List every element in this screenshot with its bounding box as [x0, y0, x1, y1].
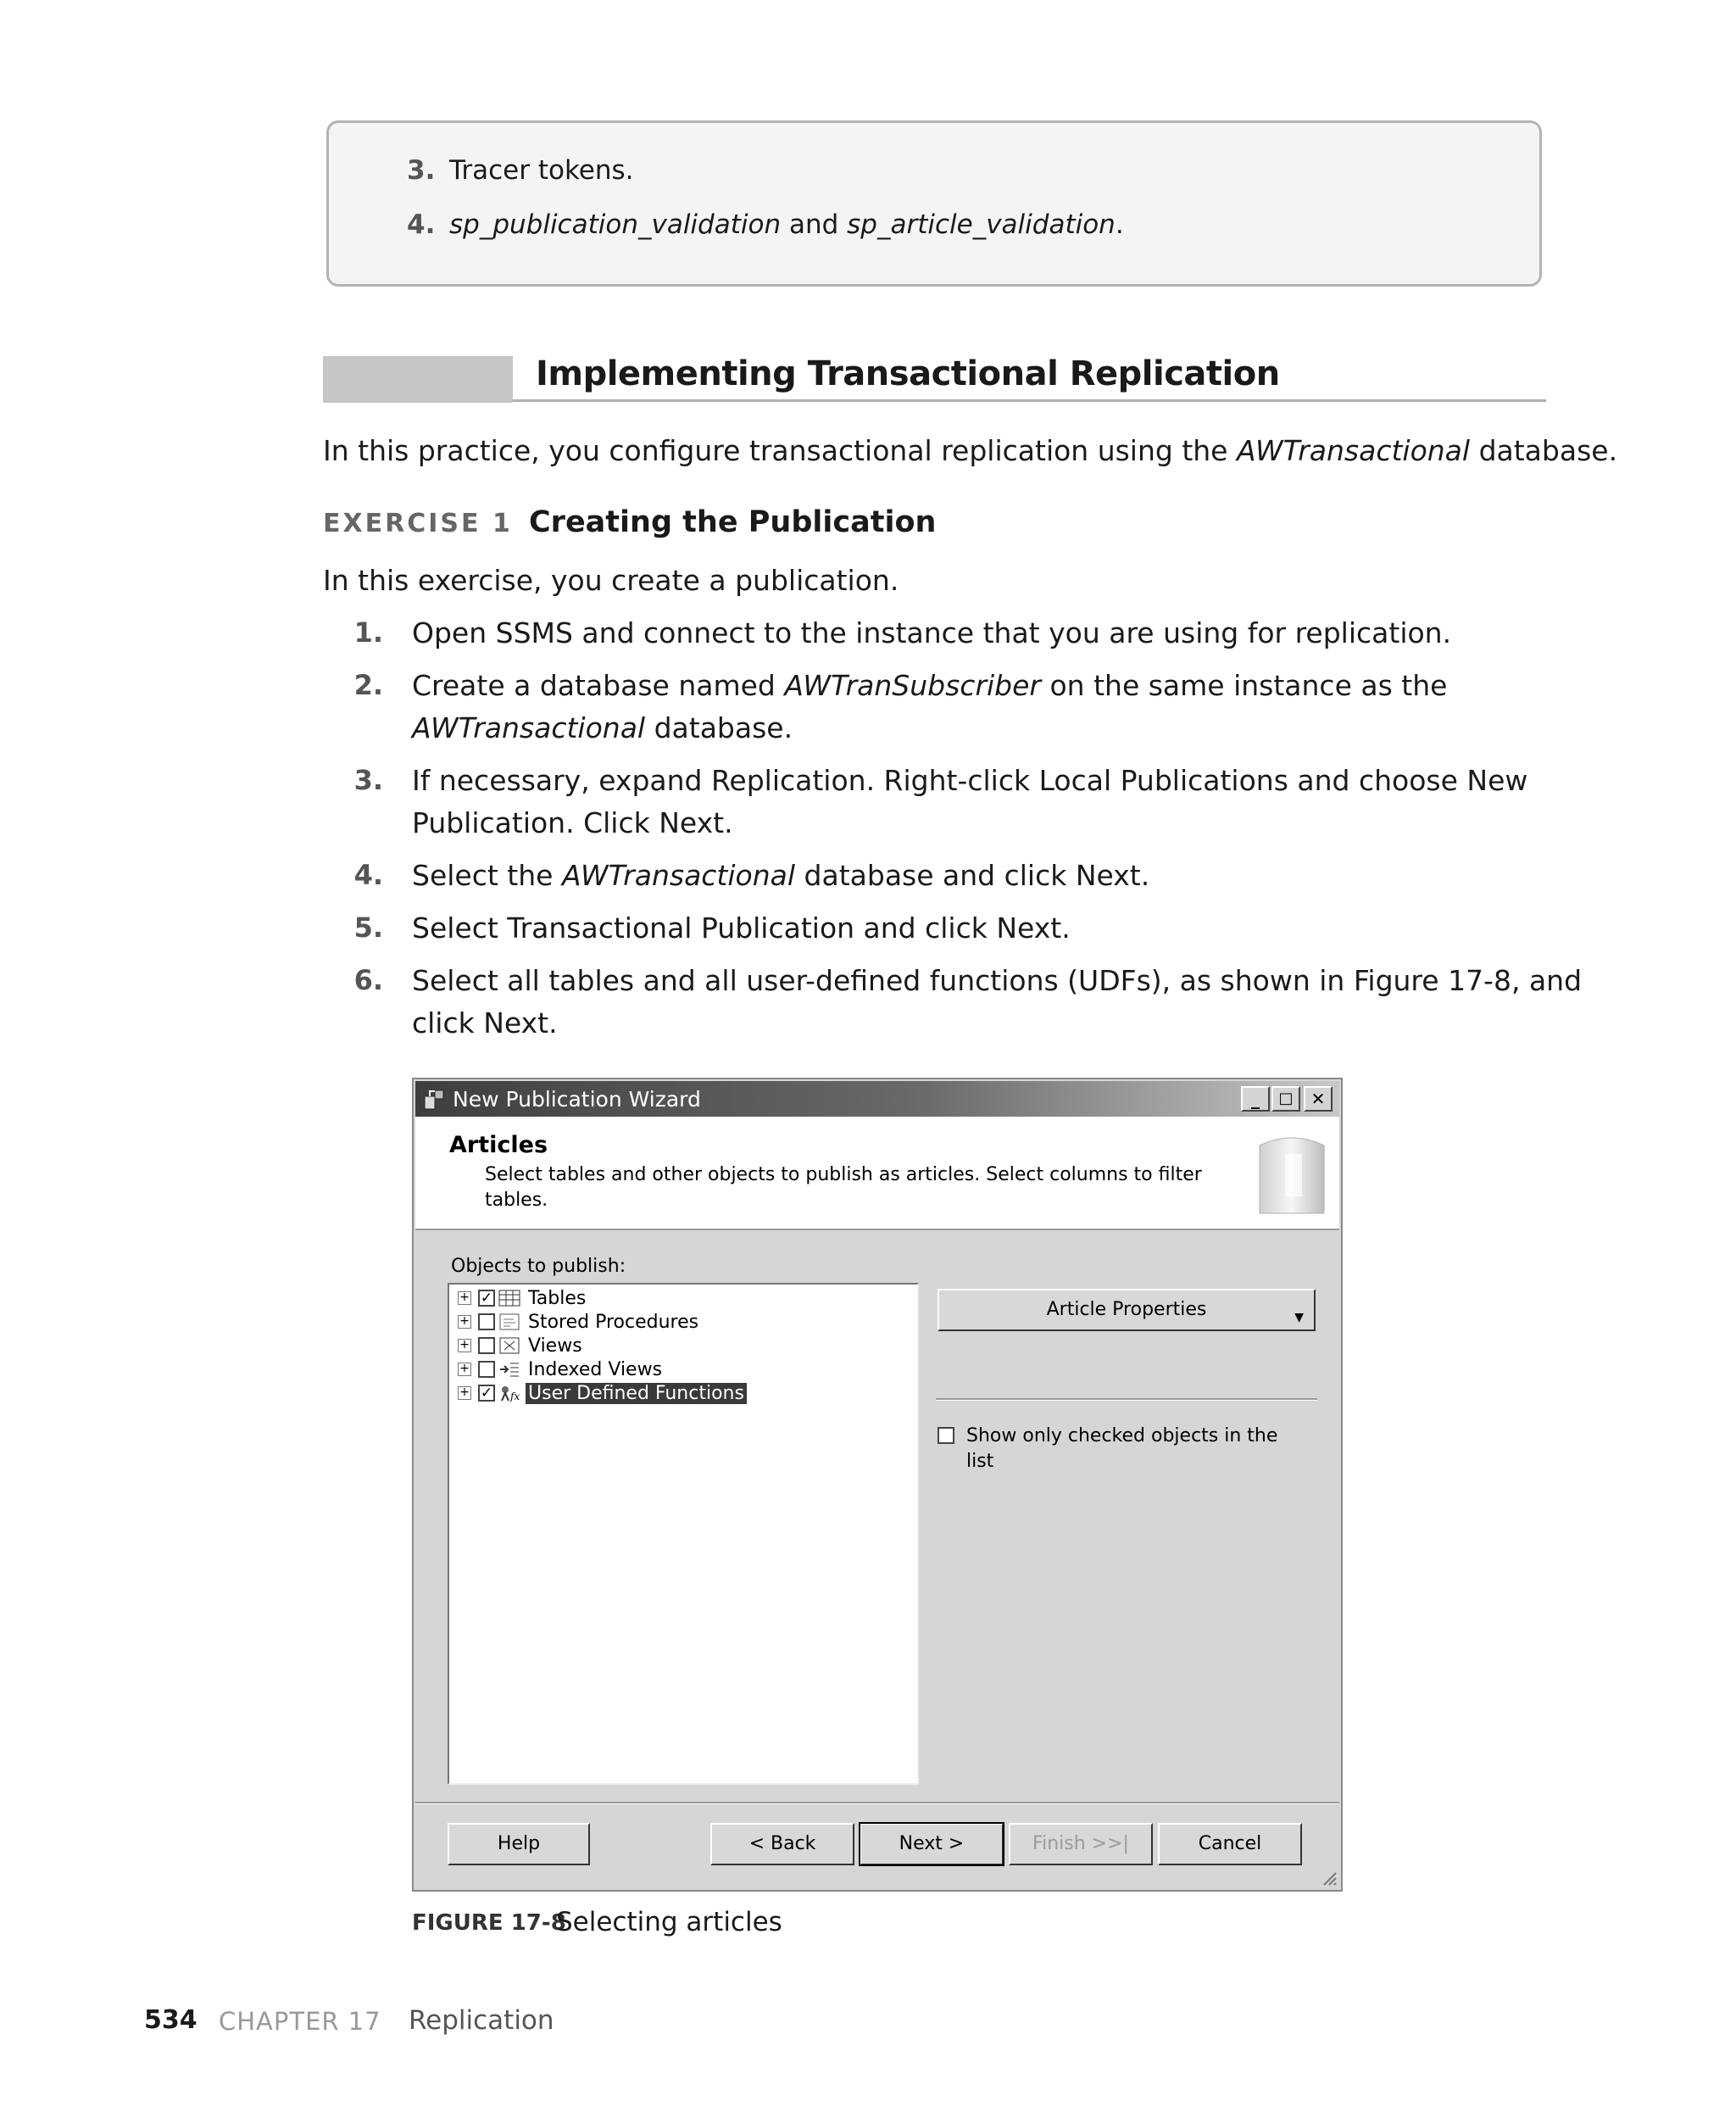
db-name: AWTransactional [1236, 434, 1471, 467]
show-checked-checkbox[interactable] [938, 1427, 954, 1444]
step-text [412, 711, 793, 744]
section-title: Implementing Transactional Replication [536, 354, 1280, 393]
section-label: Replication [409, 2005, 554, 2036]
tree-node-label: Stored Procedures [528, 1311, 699, 1333]
indexed-views-checkbox[interactable] [478, 1361, 495, 1378]
step-text: Publication. Click Next. [412, 806, 733, 839]
section-rule [513, 399, 1546, 402]
tables-checkbox[interactable]: ✓ [478, 1290, 495, 1307]
tree-node-stored-procedures[interactable] [458, 1310, 701, 1334]
article-properties-button[interactable] [938, 1289, 1316, 1331]
back-button[interactable]: < Back [710, 1823, 854, 1865]
intro-text: database. [1470, 434, 1618, 467]
step-text: Select Transactional Publication and click Next. [412, 911, 1071, 945]
step-number: 5. [353, 911, 383, 944]
code-term: sp_publication_validation [449, 209, 782, 240]
tree-node-label: Views [528, 1335, 582, 1357]
answer-text: Tracer tokens. [449, 155, 634, 186]
chapter-label: CHAPTER 17 [219, 2007, 381, 2036]
exercise-title: Creating the Publication [529, 505, 937, 539]
figure-caption: Selecting articles [556, 1907, 782, 1937]
finish-button[interactable]: Finish >>| [1009, 1823, 1153, 1865]
step-text [412, 859, 1149, 892]
section-bar [323, 356, 513, 403]
wizard-app-icon [422, 1086, 448, 1112]
step-text-part: Create a database named [412, 669, 785, 702]
resize-grip-icon[interactable] [1319, 1868, 1338, 1887]
code-term: sp_article_validation [847, 209, 1116, 240]
answer-box [326, 120, 1542, 287]
step-number: 3. [353, 764, 383, 796]
cancel-button[interactable]: Cancel [1158, 1823, 1302, 1865]
footer-separator [415, 1802, 1339, 1804]
function-icon [498, 1384, 520, 1402]
tree-node-tables[interactable] [458, 1286, 588, 1310]
step-number: 2. [353, 669, 383, 701]
db-name: AWTransactional [561, 859, 796, 892]
expand-icon[interactable]: + [458, 1315, 471, 1329]
page-number: 534 [144, 2005, 198, 2035]
tree-node-label: Tables [528, 1287, 587, 1309]
exercise-intro: In this exercise, you create a publication. [323, 564, 899, 597]
expand-icon[interactable]: + [458, 1363, 471, 1376]
wizard-page-description: Select tables and other objects to publish as articles. Select columns to filter tables. [485, 1164, 1202, 1211]
answer-text: and [781, 209, 848, 240]
step-text: If necessary, expand Replication. Right-click Local Publications and choose New [412, 764, 1528, 797]
tree-node-views[interactable] [458, 1334, 585, 1357]
step-number: 4. [353, 859, 383, 891]
answer-number: 4. [407, 209, 436, 240]
step-text: Select all tables and all user-defined functions (UDFs), as shown in Figure 17-8, and [412, 964, 1583, 997]
answer-item-4 [407, 209, 1124, 240]
step-text: Open SSMS and connect to the instance that you are using for replication. [412, 616, 1452, 649]
view-icon [498, 1336, 520, 1355]
answer-number: 3. [407, 155, 436, 186]
objects-to-publish-label: Objects to publish: [451, 1256, 626, 1277]
maximize-button[interactable]: □ [1271, 1086, 1300, 1112]
step-text-part: Select the [412, 859, 562, 892]
wizard-banner-icon [1251, 1129, 1333, 1218]
step-text [412, 669, 1447, 702]
show-checked-label: Show only checked objects in the list [966, 1425, 1278, 1472]
step-text: click Next. [412, 1006, 558, 1039]
views-checkbox[interactable] [478, 1337, 495, 1354]
tree-node-label: Indexed Views [528, 1358, 663, 1380]
step-number: 6. [353, 964, 383, 996]
tree-node-indexed-views[interactable] [458, 1357, 665, 1381]
objects-tree[interactable] [448, 1283, 919, 1785]
svg-text:fx: fx [510, 1391, 520, 1402]
article-properties-label: Article Properties [1046, 1299, 1207, 1320]
step-text-part: database. [645, 711, 793, 744]
new-publication-wizard-dialog [412, 1078, 1343, 1892]
wizard-header-panel [415, 1117, 1339, 1230]
dialog-titlebar [415, 1081, 1339, 1117]
help-button[interactable]: Help [448, 1823, 590, 1865]
figure-label: FIGURE 17-8 [412, 1910, 566, 1936]
options-separator [936, 1398, 1317, 1401]
table-icon [498, 1289, 520, 1307]
expand-icon[interactable]: + [458, 1386, 471, 1400]
expand-icon[interactable]: + [458, 1339, 471, 1352]
db-name: AWTransactional [412, 711, 646, 744]
minimize-button[interactable]: _ [1241, 1086, 1270, 1112]
step-number: 1. [353, 616, 383, 649]
udf-checkbox[interactable]: ✓ [478, 1385, 495, 1402]
wizard-page-title: Articles [449, 1132, 548, 1158]
intro-text: In this practice, you configure transactional replication using the [323, 434, 1237, 467]
tree-node-user-defined-functions[interactable] [458, 1381, 747, 1405]
expand-icon[interactable]: + [458, 1291, 471, 1305]
stored-procedure-icon [498, 1313, 520, 1331]
indexed-view-icon [498, 1360, 520, 1379]
stored-procedures-checkbox[interactable] [478, 1313, 495, 1330]
next-button[interactable]: Next > [860, 1823, 1004, 1865]
dialog-title: New Publication Wizard [453, 1087, 701, 1112]
exercise-label: EXERCISE 1 [323, 509, 513, 538]
tree-node-label: User Defined Functions [526, 1383, 747, 1404]
db-name: AWTranSubscriber [784, 669, 1041, 702]
answer-item-3 [407, 155, 634, 186]
step-text-part: database and click Next. [795, 859, 1150, 892]
step-text-part: on the same instance as the [1041, 669, 1448, 702]
close-button[interactable]: ✕ [1304, 1086, 1333, 1112]
answer-text: . [1115, 209, 1124, 240]
dropdown-arrow-icon: ▼ [1294, 1311, 1304, 1324]
intro-paragraph [323, 434, 1617, 467]
